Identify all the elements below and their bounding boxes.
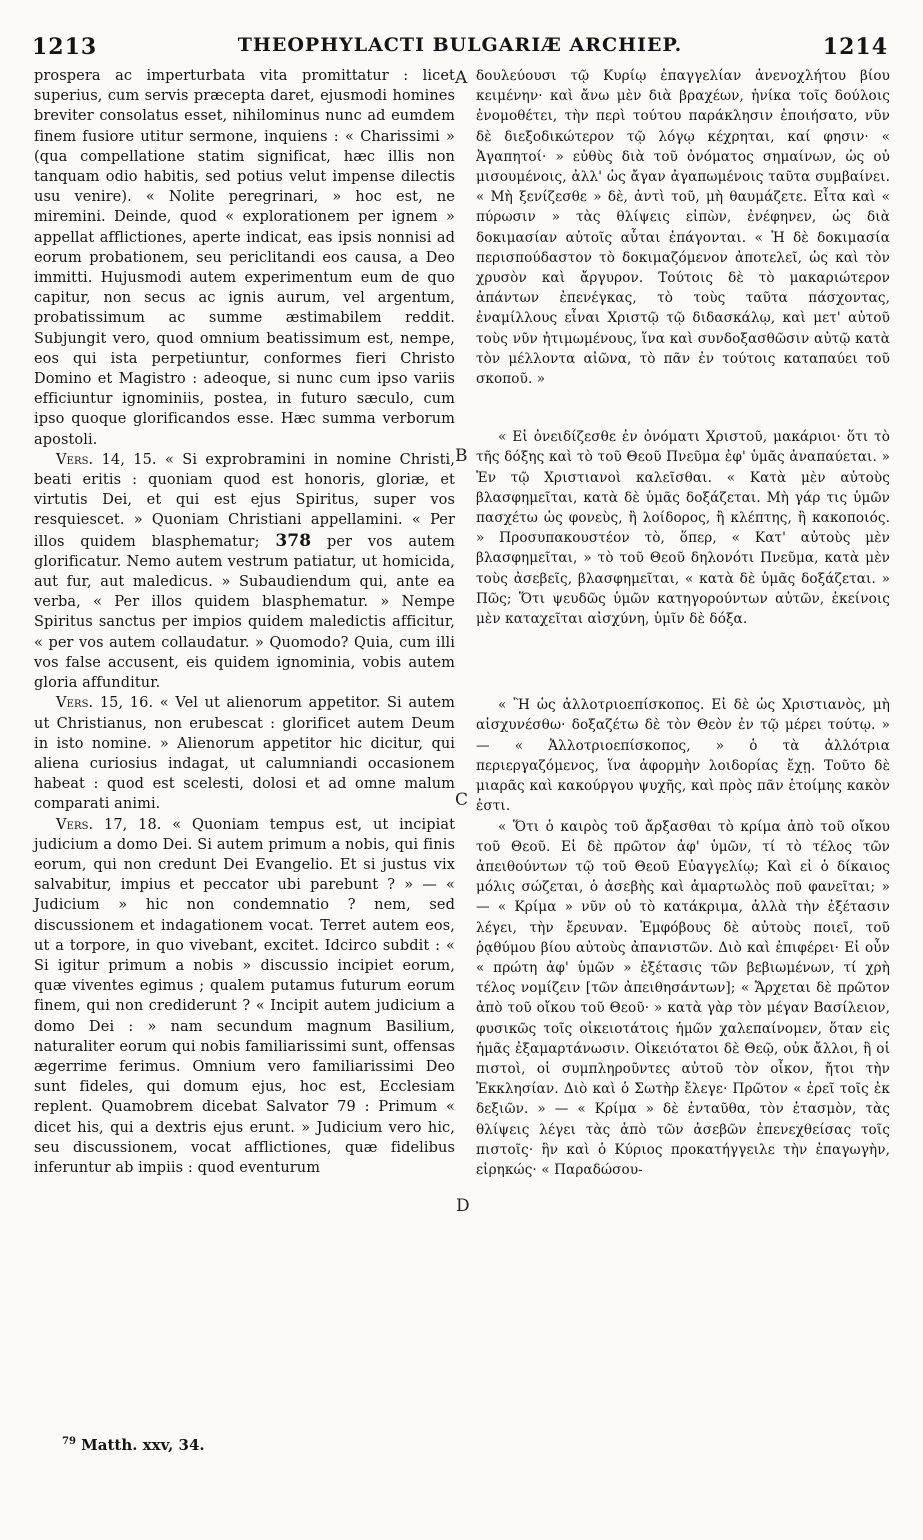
running-header: [32, 34, 888, 64]
latin-paragraph: [34, 815, 455, 1179]
page-number-left: 1213: [32, 34, 98, 60]
section-marker-d: D: [456, 1196, 470, 1216]
column-number: 378: [275, 530, 312, 551]
latin-paragraph: [34, 450, 455, 693]
latin-text: « Quoniam tempus est, ut incipiat judicium a domo Dei. Si autem primum a nobis, qui finis eorum, qui non credunt Dei Evangelio. Et si justus vix salvabitur, impius et peccator ubi parebunt ? » — « Judicium » hic non condemnatio ? nem, sed discussionem et indagationem vocat. Terret autem eos, ut a torpore, in quo vivebant, excitet. Idcirco subdit : « Si igitur primum a nobis » discussio incipiet eorum, quæ viventes egimus ; qualem putamus futurum eorum finem, qui non crediderunt ? « Incipit autem judicium a domo Dei : » nam secundum magnum Basilium, naturaliter eorum qui nobis familiarissimi sunt, offensas ægerrime ferimus. Omnium vero familiarissimi Deo sunt fideles, qui domum ejus, hoc est, Ecclesiam replent. Quamobrem dicebat Salvator 79 : Primum « dicet his, qui a dextris ejus erunt. » Judicium vero hic, seu discussionem, vocat afflictiones, quæ fidelibus inferuntur ab impiis : quod eventurum: [34, 816, 456, 1176]
verse-reference: Vers. 15, 16.: [56, 695, 154, 712]
page-number-right: 1214: [822, 34, 888, 60]
latin-column: [34, 66, 455, 1178]
latin-paragraph: prospera ac imperturbata vita promittatur : licet superius, cum servis præcepta daret, ejusmodi homines breviter consolatus esset, nihilominus nunc ad eumdem finem fusiore utitur sermone, inquiens : « Charissimi » (qua compellatione statim significat, hæc illis non tanquam odio habitis, sed potius velut impense dilectis usu venire). « Nolite peregrinari, » hoc est, ne miremini. Deinde, quod « explorationem per ignem » appellat afflictiones, aperte indicat, eas ipsis nonnisi ad eorum probationem, seu periclitandi eos causa, a Deo immitti. Hujusmodi autem experimentum eum de quo capitur, non secus ac ignis aurum, vel argentum, probatissimum ac summe æstimabilem reddit. Subjungit vero, quod omnium beatissimum est, nempe, eos qui ista perpetiuntur, conformes fieri Christo Domino et Magistro : adeoque, si nunc cum ipso variis efficiuntur ignominiis, postea, in futuro sæculo, cum ipso quoque glorificandos esse. Hæc summa verborum apostoli.: [34, 68, 455, 448]
greek-paragraph: « Ἢ ὡς ἀλλοτριοεπίσκοπος. Εἰ δὲ ὡς Χριστιανὸς, μὴ αἰσχυνέσθω· δοξαζέτω δὲ τὸν Θεὸν ἐν τῷ μέρει τούτῳ. » — « Ἀλλοτριοεπίσκοπος, » ὁ τὰ ἀλλότρια περιεργαζόμενος, ἵνα ἀφορμὴν λοιδορίας ἔχῃ. Τοῦτο δὲ μιαρᾶς καὶ κακούργου ψυχῆς, καὶ πρὸς πᾶν ἑτοίμης κακὸν ἐστι.: [476, 697, 890, 815]
section-marker-b: B: [455, 446, 468, 466]
verse-reference: Vers. 17, 18.: [56, 816, 162, 833]
footnote-text: Matth. xxv, 34.: [81, 1436, 205, 1454]
latin-paragraph: [34, 693, 455, 814]
greek-column: [476, 66, 890, 1180]
verse-reference: Vers. 14, 15.: [56, 451, 157, 468]
latin-text: per vos autem glorificatur. Nemo autem vestrum patiatur, ut homicida, aut fur, aut maledicus. » Subaudiendum qui, ante ea verba, « Per illos quidem blasphematur. » Nempe Spiritus sanctus per impios quidem maledictis afficitur, « per vos autem collaudatur. » Quomodo? Quia, cum illi vos false accusent, eis quidem ignominia, vobis autem gloria affunditur.: [34, 533, 455, 692]
greek-paragraph: δουλεύουσι τῷ Κυρίῳ ἐπαγγελίαν ἀνενοχλήτου βίου κειμένην· καὶ ἄνω μὲν διὰ βραχέων, ἡνίκα τοῖς δούλοις ἐνομοθέτει, τὴν περὶ τούτου παράκλησιν ἐποιήσατο, νῦν δὲ διεξοδικώτερον τῷ λόγῳ κέχρηται, καί φησιν· « Ἀγαπητοί· » εὐθὺς διὰ τοῦ ὀνόματος σημαίνων, ὡς οὐ μισουμένοις, ἀλλ' ὡς ἄγαν ἀγαπωμένοις ταῦτα συμβαίνει. « Μὴ ξενίζεσθε » δὲ, ἀντὶ τοῦ, μὴ θαυμάζετε. Εἶτα καὶ « πύρωσιν » τὰς θλίψεις εἰπὼν, ἐνέφηνεν, ὡς διὰ δοκιμασίαν αὐτοῖς αὗται ἐπάγονται. « Ἡ δὲ δοκιμασία περισπούδαστον τὸ δοκιμαζόμενον ἀποτελεῖ, ὡς καὶ τὸν χρυσὸν καὶ ἄργυρον. Τούτοις δὲ τὸ μακαριώτερον ἁπάντων ἐπενέγκας, τὸ τοὺς ταῦτα πάσχοντας, ἐναμίλλους εἶναι Χριστῷ τῷ διδασκάλῳ, καὶ μετ' αὐτοῦ τοὺς νῦν ἠτιμωμένους, ἵνα καὶ συνδοξασθῶσιν αὐτῷ κατὰ τὸν μέλλοντα αἰῶνα, τὸ πᾶν ἐν τούτοις καταπαύει τοῦ σκοποῦ. »: [476, 68, 890, 388]
section-marker-c: C: [455, 790, 469, 810]
greek-paragraph: « Εἰ ὀνειδίζεσθε ἐν ὀνόματι Χριστοῦ, μακάριοι· ὅτι τὸ τῆς δόξης καὶ τὸ τοῦ Θεοῦ Πνεῦμα ἐφ' ὑμᾶς ἀναπαύεται. » Ἐν τῷ Χριστιανοὶ καλεῖσθαι. « Κατὰ μὲν αὐτοὺς βλασφημεῖται, κατὰ δὲ ὑμᾶς δοξάζεται. Μὴ γάρ τις ὑμῶν πασχέτω ὡς φονεὺς, ἢ λοίδορος, ἢ κλέπτης, ἢ κακοποιός. » Προσυπακουστέον τὸ, ὅπερ, « Κατ' αὐτοὺς μὲν βλασφημεῖται, » τὸ τοῦ Θεοῦ δηλονότι Πνεῦμα, κατὰ μὲν τοὺς ἀσεβεῖς, βλασφημεῖται, « κατὰ δὲ ὑμᾶς δοξάζεται. » Πῶς; Ὅτι ψευδῶς ὑμῶν κατηγορούντων αὐτῶν, ἐκείνοις μὲν καταχεῖται αἰσχύνη, ὑμῖν δὲ δόξα.: [476, 429, 890, 628]
footnote: [62, 1436, 205, 1454]
footnote-number: 79: [62, 1436, 76, 1447]
latin-text: « Si exprobramini in nomine Christi, beati eritis : quoniam quod est honoris, gloriæ, et virtutis Dei, et qui est ejus Spiritus, super vos resquiescet. » Quoniam Christiani appellamini. « Per illos quidem blasphematur;: [34, 451, 455, 550]
section-marker-a: A: [455, 68, 468, 88]
latin-text: « Vel ut alienorum appetitor. Si autem ut Christianus, non erubescat : glorificet autem Deum in isto nomine. » Alienorum appetitor hic dicitur, qui aliena curiosius indagat, ut calumniandi occasionem habeat : quod est scelesti, dolosi et ad omne malum comparati animi.: [34, 695, 455, 813]
greek-paragraph: « Ὅτι ὁ καιρὸς τοῦ ἄρξασθαι τὸ κρίμα ἀπὸ τοῦ οἴκου τοῦ Θεοῦ. Εἰ δὲ πρῶτον ἀφ' ὑμῶν, τί τὸ τέλος τῶν ἀπειθούντων τῷ τοῦ Θεοῦ Εὐαγγελίῳ; Καὶ εἰ ὁ δίκαιος μόλις σώζεται, ὁ ἀσεβὴς καὶ ἁμαρτωλὸς ποῦ φανεῖται; » — « Κρίμα » νῦν οὐ τὸ κατάκριμα, ἀλλὰ τὴν ἐξέτασιν λέγει, τὴν ἔρευναν. Ἐμφόβους δὲ αὐτοὺς ποιεῖ, τοῦ ῥᾳθύμου βίου αὐτοὺς ἀπανιστῶν. Διὸ καὶ ἐπιφέρει· Εἰ οὖν « πρώτη ἀφ' ὑμῶν » ἐξέτασις τῶν βεβιωμένων, τί χρὴ τέλος νομίζειν [τῶν ἀπειθησάντων]; « Ἄρχεται δὲ πρῶτον ἀπὸ τοῦ οἴκου τοῦ Θεοῦ· » κατὰ γὰρ τὸν μέγαν Βασίλειον, φυσικῶς τοῖς οἰκειοτάτοις ἡμῶν χαλεπαίνομεν, ὅταν εἰς ἡμᾶς ἐξαμαρτάνωσιν. Οἰκειότατοι δὲ Θεῷ, οὐκ ἄλλοι, ἢ οἱ πιστοὶ, οἱ συμπληροῦντες αὐτοῦ τὸν οἶκον, ἤτοι τὴν Ἐκκλησίαν. Διὸ καὶ ὁ Σωτὴρ ἔλεγε· Πρῶτον « ἐρεῖ τοῖς ἐκ δεξιῶν. » — « Κρίμα » δὲ ἐνταῦθα, τὸν ἐτασμὸν, τὰς θλίψεις λέγει τὰς ἀπὸ τῶν ἀσεβῶν ἐπενεχθείσας τοῖς πιστοῖς· ἣν καὶ ὁ Κύριος προκατήγγειλε τὴν ἐπαγωγὴν, εἰρηκώς· « Παραδώσου-: [476, 818, 890, 1178]
running-title: THEOPHYLACTI BULGARIÆ ARCHIEP.: [237, 34, 683, 56]
